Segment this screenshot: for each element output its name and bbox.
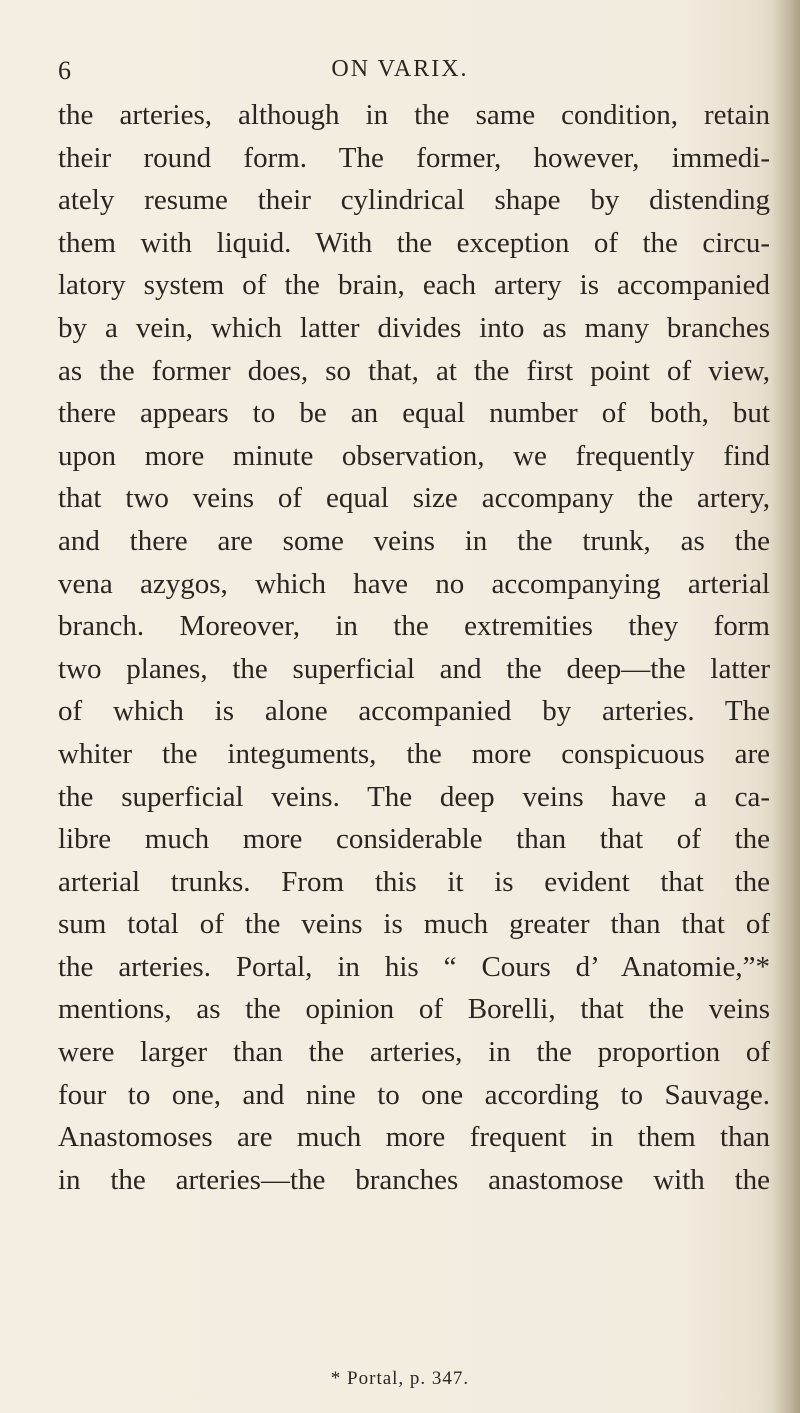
text-line: latory system of the brain, each artery is accompanied bbox=[58, 269, 770, 302]
running-head: ON VARIX. bbox=[331, 56, 469, 82]
text-line: that two veins of equal size accompany the artery, bbox=[58, 482, 770, 515]
text-line: the arteries. Portal, in his “ Cours d’ Anatomie,”* bbox=[58, 950, 770, 983]
text-line: there appears to be an equal number of both, but bbox=[58, 397, 770, 430]
text-line: arterial trunks. From this it is evident that the bbox=[58, 865, 770, 898]
text-line: and there are some veins in the trunk, as the bbox=[58, 524, 770, 557]
text-line: by a vein, which latter divides into as many branches bbox=[58, 311, 770, 344]
text-line: libre much more considerable than that of the bbox=[58, 823, 770, 856]
text-line: in the arteries—the branches anastomose with the bbox=[58, 1163, 770, 1196]
text-line: upon more minute observation, we frequently find bbox=[58, 439, 770, 472]
body-text bbox=[58, 94, 770, 1201]
text-line: vena azygos, which have no accompanying arterial bbox=[58, 567, 770, 600]
text-line: Anastomoses are much more frequent in them than bbox=[58, 1121, 770, 1154]
text-line: of which is alone accompanied by arteries. The bbox=[58, 695, 770, 728]
text-line: mentions, as the opinion of Borelli, that the veins bbox=[58, 993, 770, 1026]
text-line: branch. Moreover, in the extremities they form bbox=[58, 610, 770, 643]
text-line: them with liquid. With the exception of the circu- bbox=[58, 226, 770, 259]
text-line: the arteries, although in the same condition, retain bbox=[58, 99, 770, 131]
footnote: * Portal, p. 347. bbox=[330, 1368, 470, 1389]
text-line: were larger than the arteries, in the proportion of bbox=[58, 1036, 770, 1069]
text-line: four to one, and nine to one according to Sauvage. bbox=[58, 1078, 770, 1111]
text-line: their round form. The former, however, immedi- bbox=[58, 141, 770, 174]
text-line: the superficial veins. The deep veins have a ca- bbox=[58, 780, 770, 813]
text-line: sum total of the veins is much greater than that of bbox=[58, 908, 770, 941]
text-line: whiter the integuments, the more conspicuous are bbox=[58, 737, 770, 770]
page-edge-shadow bbox=[772, 0, 800, 1413]
page-number: 6 bbox=[58, 56, 72, 85]
text-line: ately resume their cylindrical shape by distending bbox=[58, 184, 770, 217]
text-line: as the former does, so that, at the first point of view, bbox=[58, 354, 770, 387]
text-line: two planes, the superficial and the deep—the latter bbox=[58, 652, 770, 685]
